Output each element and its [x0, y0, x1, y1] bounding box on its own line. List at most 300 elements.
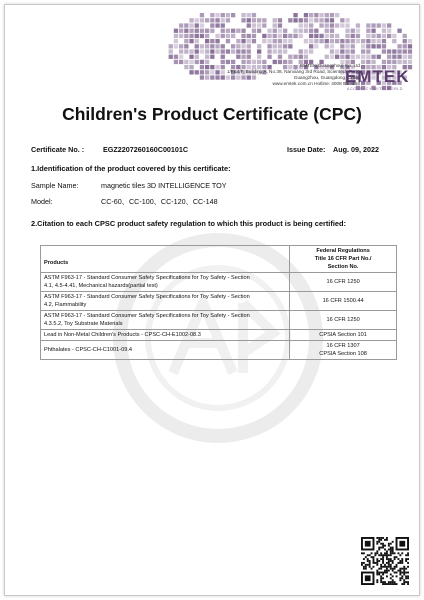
qr-module — [386, 575, 388, 577]
product-cell: ASTM F963-17 - Standard Consumer Safety Specifications for Toy Safety - Section 4.3.5.2, Toy Substrate Materials — [41, 311, 290, 330]
qr-module — [384, 554, 386, 556]
mosaic-tile — [200, 49, 204, 53]
qr-module — [397, 562, 399, 564]
mosaic-tile — [241, 34, 245, 38]
qr-module — [399, 570, 401, 572]
mosaic-tile — [371, 29, 375, 33]
mosaic-tile — [293, 55, 297, 59]
mosaic-tile — [273, 39, 277, 43]
logo-text: EMTEK — [345, 67, 410, 86]
mosaic-tile — [241, 49, 245, 53]
mosaic-tile — [278, 39, 282, 43]
mosaic-tile — [345, 29, 349, 33]
qr-module — [407, 583, 409, 585]
mosaic-tile — [210, 39, 214, 43]
mosaic-tile — [403, 44, 407, 48]
mosaic-tile — [221, 13, 225, 17]
qr-module — [396, 566, 398, 568]
mosaic-tile — [278, 55, 282, 59]
mosaic-tile — [382, 23, 386, 27]
mosaic-tile — [340, 39, 344, 43]
qr-module — [392, 575, 394, 577]
mosaic-tile — [267, 39, 271, 43]
qr-module — [386, 556, 388, 558]
qr-module — [390, 583, 392, 585]
mosaic-tile — [345, 39, 349, 43]
qr-module — [374, 562, 376, 564]
qr-module — [386, 570, 388, 572]
qr-module — [392, 568, 394, 570]
mosaic-tile — [408, 39, 412, 43]
mosaic-tile — [247, 44, 251, 48]
mosaic-tile — [335, 13, 339, 17]
qr-module — [384, 549, 386, 551]
mosaic-tile — [392, 39, 396, 43]
qr-module — [405, 560, 407, 562]
qr-module — [401, 568, 403, 570]
mosaic-tile — [215, 34, 219, 38]
qr-module — [363, 568, 365, 570]
product-cell: Phthalates - CPSC-CH-C1001-09.4 — [41, 341, 290, 360]
qr-module — [390, 552, 392, 554]
mosaic-tile — [340, 18, 344, 22]
mosaic-tile — [184, 34, 188, 38]
qr-module — [401, 572, 403, 574]
qr-module — [399, 560, 401, 562]
mosaic-tile — [330, 34, 334, 38]
mosaic-tile — [387, 23, 391, 27]
section1-heading: 1.Identification of the product covered by this certificate: — [31, 164, 231, 173]
mosaic-tile — [340, 49, 344, 53]
mosaic-tile — [392, 60, 396, 64]
mosaic-tile — [371, 44, 375, 48]
qr-module — [405, 577, 407, 579]
mosaic-tile — [366, 60, 370, 64]
mosaic-tile — [205, 18, 209, 22]
mosaic-tile — [273, 29, 277, 33]
regulation-cell: 16 CFR 1250 — [290, 273, 397, 292]
mosaic-tile — [361, 44, 365, 48]
mosaic-tile — [371, 55, 375, 59]
table-row — [41, 330, 397, 341]
mosaic-tile — [351, 34, 355, 38]
mosaic-tile — [273, 44, 277, 48]
qr-module — [390, 581, 392, 583]
qr-module — [390, 550, 392, 552]
regulation-table — [40, 245, 397, 360]
mosaic-tile — [330, 49, 334, 53]
qr-module — [394, 552, 396, 554]
mosaic-tile — [169, 55, 173, 59]
mosaic-tile — [319, 13, 323, 17]
mosaic-tile — [366, 39, 370, 43]
mosaic-tile — [247, 13, 251, 17]
mosaic-tile — [184, 44, 188, 48]
mosaic-tile — [319, 39, 323, 43]
issue-date-label: Issue Date: — [287, 145, 326, 154]
qr-module — [384, 545, 386, 547]
qr-module — [384, 564, 386, 566]
mosaic-tile — [366, 44, 370, 48]
mosaic-tile — [278, 18, 282, 22]
qr-module — [401, 552, 403, 554]
mosaic-tile — [205, 49, 209, 53]
qr-module — [365, 564, 367, 566]
mosaic-tile — [262, 39, 266, 43]
qr-module — [407, 554, 409, 556]
mosaic-tile — [299, 55, 303, 59]
mosaic-tile — [221, 55, 225, 59]
qr-module — [365, 556, 367, 558]
mosaic-tile — [293, 29, 297, 33]
qr-module — [376, 541, 378, 543]
mosaic-tile — [189, 39, 193, 43]
mosaic-tile — [325, 34, 329, 38]
qr-module — [378, 568, 380, 570]
qr-module — [407, 558, 409, 560]
mosaic-tile — [299, 34, 303, 38]
qr-code-icon[interactable] — [361, 537, 409, 585]
qr-module — [394, 572, 396, 574]
qr-module — [378, 573, 380, 575]
mosaic-tile — [356, 34, 360, 38]
mosaic-tile — [288, 55, 292, 59]
mosaic-tile — [215, 23, 219, 27]
mosaic-tile — [314, 13, 318, 17]
qr-module — [396, 556, 398, 558]
mosaic-tile — [397, 29, 401, 33]
qr-module — [394, 558, 396, 560]
mosaic-tile — [382, 44, 386, 48]
qr-module — [386, 539, 388, 541]
qr-module — [399, 541, 405, 547]
mosaic-tile — [257, 55, 261, 59]
mosaic-tile — [174, 34, 178, 38]
mosaic-tile — [345, 23, 349, 27]
mosaic-tile — [304, 49, 308, 53]
qr-module — [378, 560, 380, 562]
mosaic-tile — [221, 34, 225, 38]
mosaic-tile — [200, 29, 204, 33]
qr-module — [380, 558, 382, 560]
qr-module — [382, 566, 384, 568]
qr-module — [407, 581, 409, 583]
qr-module — [386, 552, 388, 554]
mosaic-tile — [288, 39, 292, 43]
table-row — [41, 311, 397, 330]
mosaic-tile — [377, 39, 381, 43]
qr-module — [382, 547, 384, 549]
mosaic-tile — [330, 55, 334, 59]
mosaic-tile — [278, 23, 282, 27]
mosaic-tile — [221, 49, 225, 53]
mosaic-tile — [345, 18, 349, 22]
qr-module — [361, 562, 363, 564]
mosaic-tile — [325, 29, 329, 33]
mosaic-tile — [361, 55, 365, 59]
mosaic-tile — [299, 23, 303, 27]
company-contact: www.emtek.com.cn Hotline: 4008 830 258 — [272, 81, 360, 86]
certificate-no-label: Certificate No. : — [31, 145, 85, 154]
mosaic-tile — [215, 13, 219, 17]
qr-module — [380, 575, 382, 577]
mosaic-tile — [397, 55, 401, 59]
mosaic-tile — [340, 55, 344, 59]
mosaic-tile — [340, 44, 344, 48]
mosaic-tile — [309, 39, 313, 43]
mosaic-tile — [345, 44, 349, 48]
qr-module — [367, 558, 369, 560]
qr-module — [396, 575, 398, 577]
mosaic-tile — [330, 39, 334, 43]
mosaic-tile — [210, 49, 214, 53]
qr-module — [403, 570, 405, 572]
mosaic-tile — [200, 13, 204, 17]
mosaic-tile — [325, 18, 329, 22]
mosaic-tile — [408, 49, 412, 53]
mosaic-tile — [309, 29, 313, 33]
mosaic-tile — [247, 55, 251, 59]
mosaic-tile — [293, 34, 297, 38]
mosaic-tile — [226, 34, 230, 38]
mosaic-tile — [210, 55, 214, 59]
qr-module — [386, 537, 388, 539]
qr-module — [386, 562, 388, 564]
qr-module — [392, 562, 394, 564]
mosaic-tile — [252, 34, 256, 38]
mosaic-tile — [351, 44, 355, 48]
mosaic-tile — [408, 60, 412, 64]
qr-module — [407, 562, 409, 564]
qr-module — [380, 566, 382, 568]
mosaic-tile — [205, 34, 209, 38]
mosaic-tile — [403, 55, 407, 59]
company-address: 1/F&4/F, Building A, No.38, Nanxiang 3rd Road, Scientech Park, — [226, 69, 360, 74]
qr-module — [403, 572, 405, 574]
qr-module — [384, 570, 386, 572]
qr-module — [373, 560, 375, 562]
mosaic-tile — [382, 29, 386, 33]
qr-module — [390, 573, 392, 575]
qr-module — [399, 579, 401, 581]
mosaic-tile — [366, 29, 370, 33]
mosaic-tile — [241, 44, 245, 48]
table-row — [41, 273, 397, 292]
qr-module — [397, 570, 399, 572]
mosaic-tile — [267, 34, 271, 38]
mosaic-tile — [179, 34, 183, 38]
mosaic-tile — [267, 55, 271, 59]
mosaic-tile — [408, 44, 412, 48]
company-city: Guangzhou, Guangdong, China — [293, 75, 360, 80]
qr-module — [384, 572, 386, 574]
mosaic-tile — [252, 39, 256, 43]
qr-module — [392, 583, 394, 585]
qr-module — [382, 573, 384, 575]
mosaic-tile — [356, 29, 360, 33]
qr-module — [378, 539, 380, 541]
mosaic-tile — [387, 60, 391, 64]
mosaic-tile — [314, 39, 318, 43]
mosaic-tile — [241, 13, 245, 17]
mosaic-tile — [195, 44, 199, 48]
mosaic-tile — [397, 44, 401, 48]
qr-module — [384, 552, 386, 554]
qr-module — [380, 581, 382, 583]
mosaic-tile — [205, 44, 209, 48]
qr-module — [388, 543, 390, 545]
qr-module — [399, 572, 401, 574]
qr-module — [365, 568, 367, 570]
certificate-no-value: EGZ2207260160C00101C — [103, 145, 189, 154]
mosaic-tile — [361, 39, 365, 43]
qr-module — [380, 537, 382, 539]
qr-module — [392, 579, 394, 581]
mosaic-tile — [377, 55, 381, 59]
qr-module — [392, 547, 394, 549]
mosaic-tile — [288, 18, 292, 22]
sample-name-label: Sample Name: — [31, 181, 79, 190]
qr-module — [376, 537, 378, 539]
mosaic-tile — [174, 55, 178, 59]
qr-module — [386, 554, 388, 556]
mosaic-tile — [288, 44, 292, 48]
qr-module — [380, 572, 382, 574]
mosaic-tile — [247, 34, 251, 38]
qr-module — [378, 547, 380, 549]
mosaic-tile — [309, 23, 313, 27]
qr-module — [380, 547, 382, 549]
mosaic-tile — [221, 18, 225, 22]
qr-module — [399, 568, 401, 570]
mosaic-tile — [377, 23, 381, 27]
qr-module — [369, 564, 371, 566]
qr-module — [376, 570, 378, 572]
qr-module — [407, 552, 409, 554]
mosaic-tile — [330, 13, 334, 17]
mosaic-tile — [283, 44, 287, 48]
mosaic-tile — [189, 34, 193, 38]
mosaic-tile — [200, 18, 204, 22]
qr-module — [405, 554, 407, 556]
qr-module — [376, 552, 378, 554]
qr-module — [388, 549, 390, 551]
mosaic-tile — [184, 39, 188, 43]
mosaic-tile — [397, 60, 401, 64]
qr-module — [399, 573, 401, 575]
qr-module — [394, 556, 396, 558]
mosaic-tile — [278, 34, 282, 38]
mosaic-tile — [304, 39, 308, 43]
mosaic-tile — [325, 55, 329, 59]
qr-module — [396, 572, 398, 574]
qr-module — [374, 554, 376, 556]
mosaic-tile — [205, 55, 209, 59]
mosaic-tile — [309, 34, 313, 38]
qr-module — [390, 564, 392, 566]
qr-module — [382, 577, 384, 579]
qr-module — [388, 554, 390, 556]
mosaic-tile — [351, 29, 355, 33]
mosaic-tile — [319, 23, 323, 27]
mosaic-tile — [387, 34, 391, 38]
qr-module — [371, 568, 373, 570]
products-column-header: Products — [41, 246, 290, 273]
mosaic-tile — [210, 23, 214, 27]
mosaic-tile — [205, 29, 209, 33]
mosaic-tile — [257, 49, 261, 53]
qr-module — [369, 560, 371, 562]
mosaic-tile — [371, 34, 375, 38]
qr-module — [388, 558, 390, 560]
qr-module — [396, 583, 398, 585]
company-name: EMTEK(Guangzhou) Co.,Ltd — [300, 63, 360, 68]
mosaic-tile — [241, 18, 245, 22]
qr-module — [390, 554, 392, 556]
mosaic-tile — [267, 44, 271, 48]
qr-module — [365, 575, 371, 581]
mosaic-tile — [189, 18, 193, 22]
qr-module — [405, 558, 407, 560]
qr-module — [388, 545, 390, 547]
mosaic-tile — [309, 13, 313, 17]
qr-module — [388, 566, 390, 568]
qr-module — [380, 579, 382, 581]
mosaic-tile — [257, 18, 261, 22]
regulation-cell: 16 CFR 1250 — [290, 311, 397, 330]
mosaic-tile — [241, 39, 245, 43]
mosaic-tile — [299, 18, 303, 22]
qr-module — [382, 560, 384, 562]
mosaic-tile — [283, 29, 287, 33]
mosaic-tile — [403, 34, 407, 38]
qr-module — [407, 577, 409, 579]
qr-module — [388, 581, 390, 583]
mosaic-tile — [403, 60, 407, 64]
sample-name-value: magnetic tiles 3D INTELLIGENCE TOY — [101, 181, 227, 190]
mosaic-tile — [169, 49, 173, 53]
mosaic-tile — [330, 18, 334, 22]
model-value: CC-60、CC-100、CC-120、CC-148 — [101, 197, 218, 206]
regulation-cell: 16 CFR 1307 CPSIA Section 108 — [290, 341, 397, 360]
qr-module — [386, 558, 388, 560]
mosaic-tile — [325, 23, 329, 27]
certificate-page — [4, 4, 420, 596]
mosaic-tile — [299, 29, 303, 33]
mosaic-tile — [345, 55, 349, 59]
qr-module — [382, 554, 384, 556]
mosaic-tile — [226, 29, 230, 33]
qr-module — [388, 570, 390, 572]
qr-module — [390, 566, 392, 568]
mosaic-tile — [335, 55, 339, 59]
qr-module — [403, 581, 405, 583]
qr-module — [407, 566, 409, 568]
mosaic-tile — [231, 44, 235, 48]
mosaic-tile — [403, 39, 407, 43]
qr-module — [371, 556, 373, 558]
mosaic-tile — [366, 55, 370, 59]
mosaic-tile — [231, 34, 235, 38]
mosaic-tile — [283, 34, 287, 38]
mosaic-tile — [169, 44, 173, 48]
mosaic-tile — [226, 18, 230, 22]
qr-module — [407, 572, 409, 574]
qr-module — [365, 566, 367, 568]
mosaic-tile — [325, 44, 329, 48]
mosaic-tile — [262, 23, 266, 27]
mosaic-tile — [304, 23, 308, 27]
